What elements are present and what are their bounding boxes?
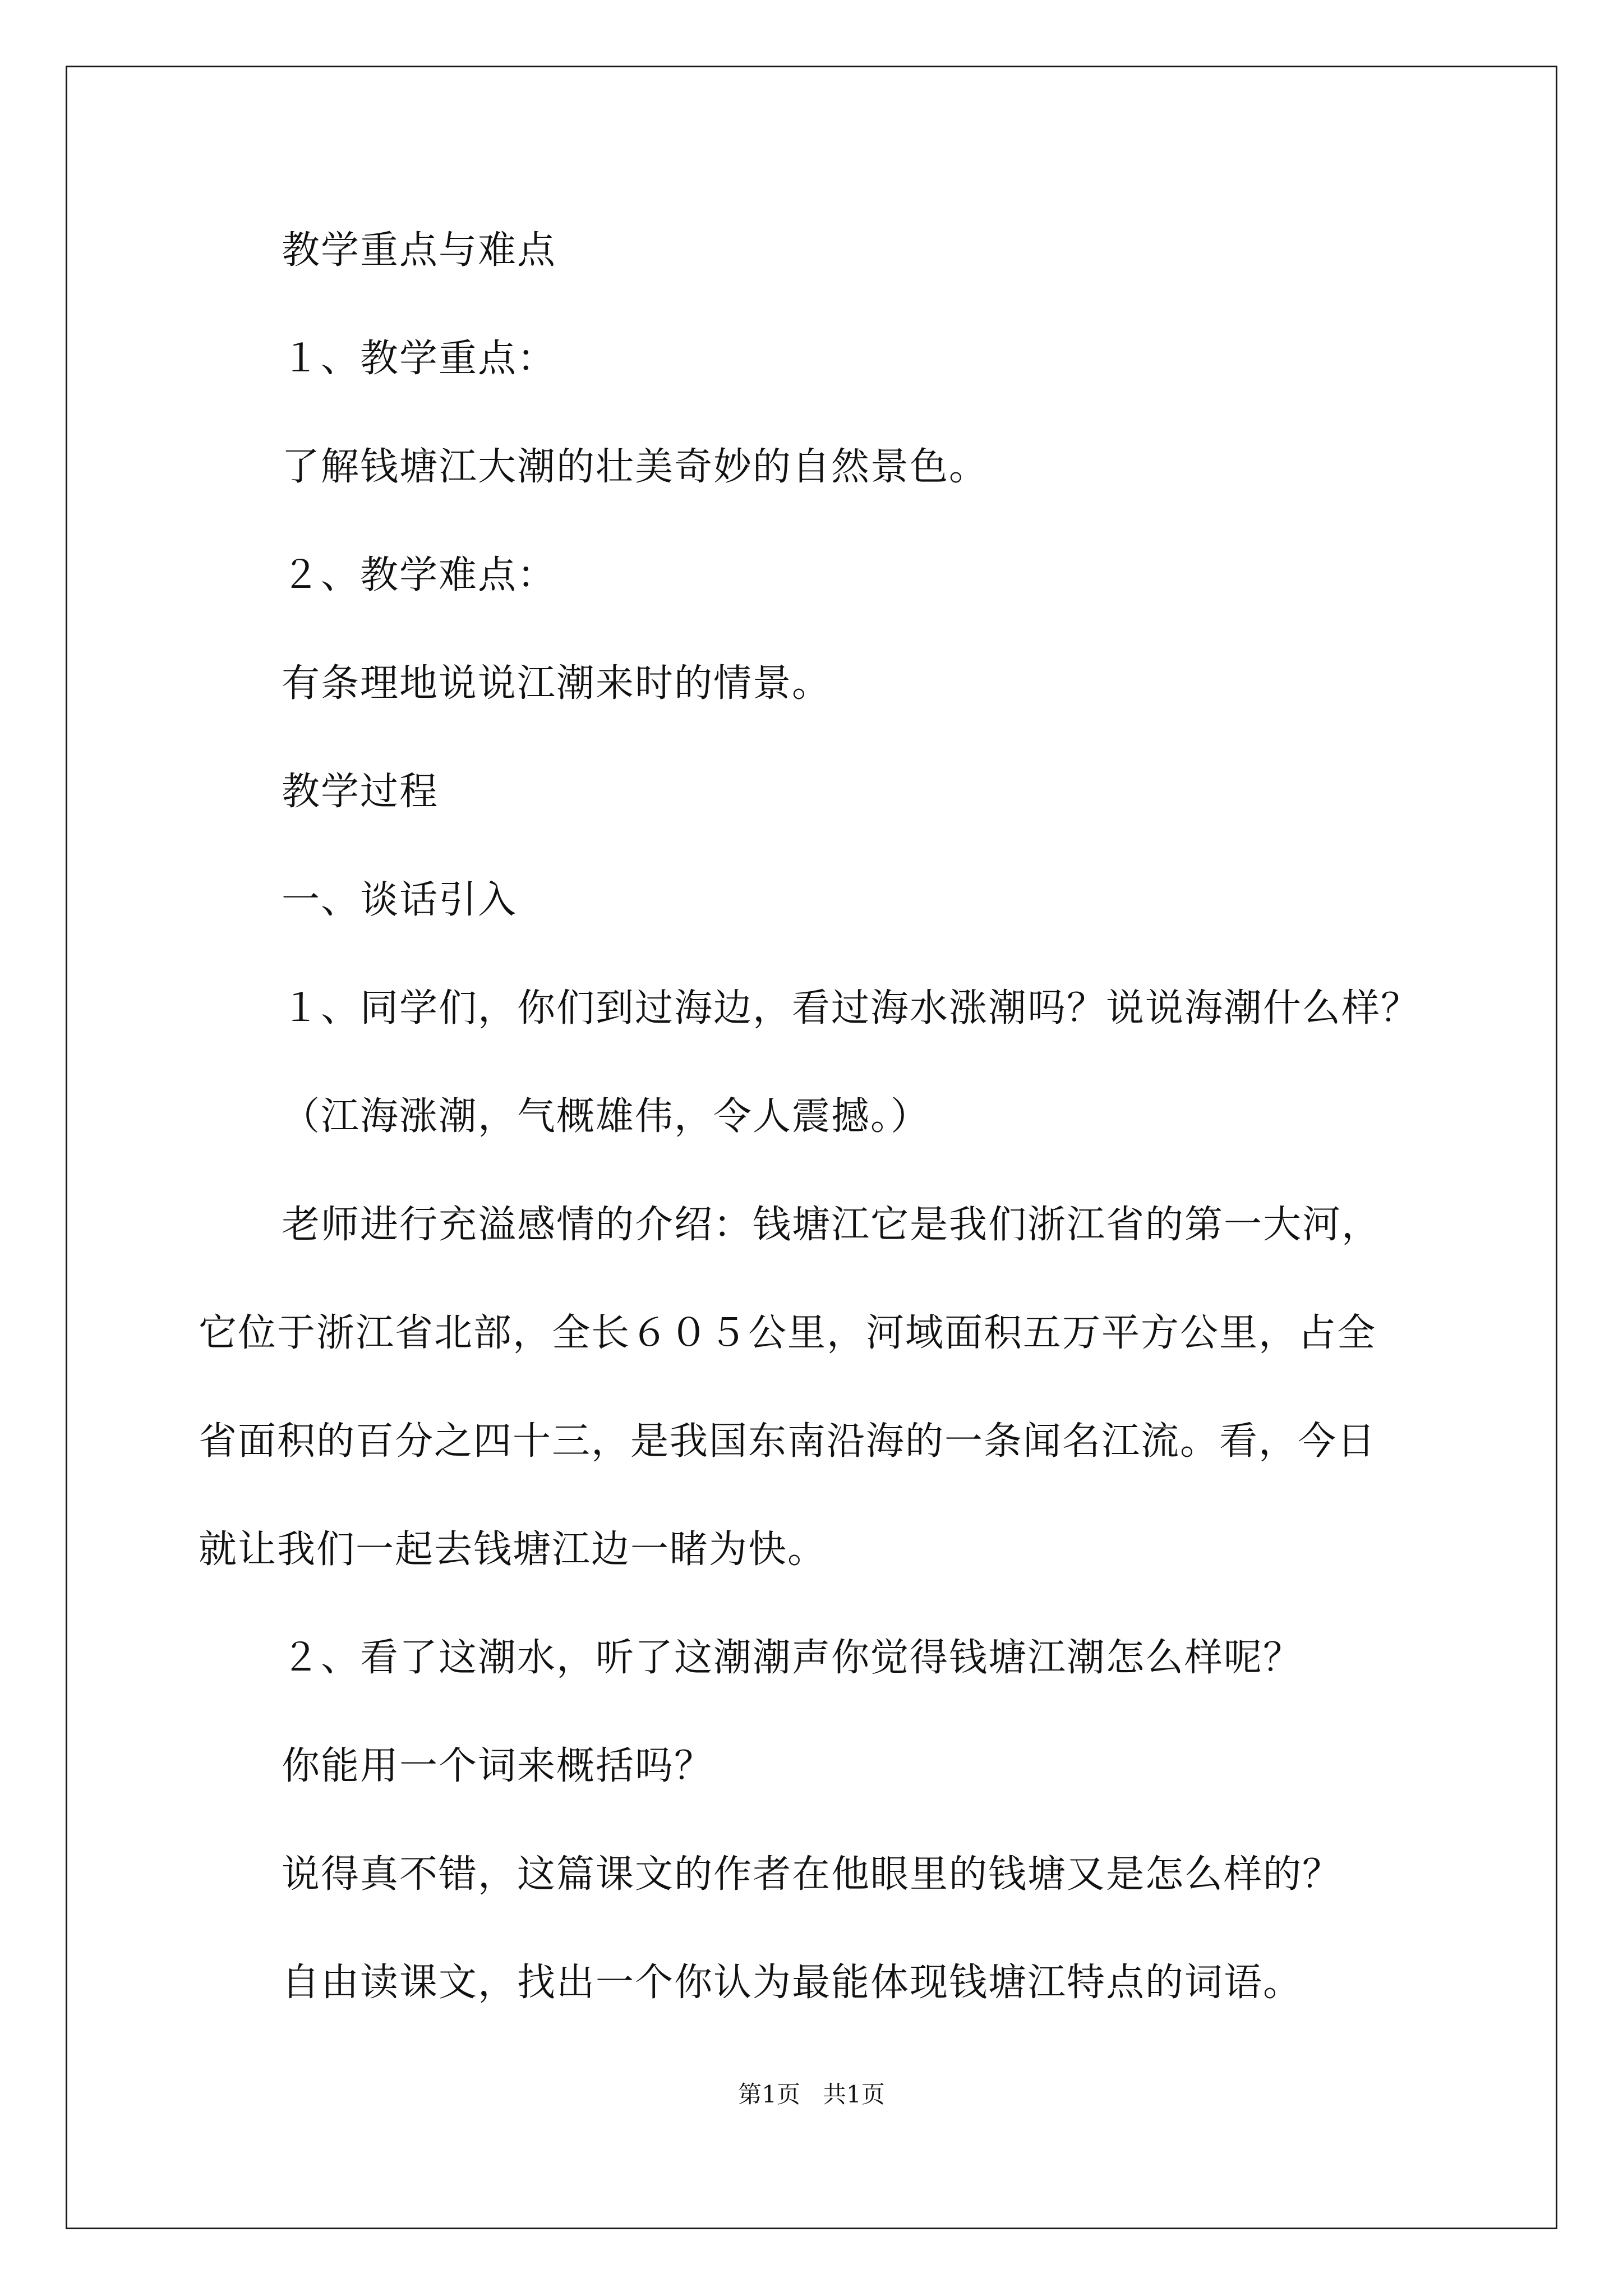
paragraph-difficulty-content: 有条理地说说江潮来时的情景。 (282, 661, 832, 706)
paragraph-teacher-intro-line-4: 就让我们一起去钱塘江边一睹为快。 (199, 1527, 827, 1572)
paragraph-question-1: １、同学们，你们到过海边，看过海水涨潮吗？说说海潮什么样？ (282, 986, 1421, 1030)
paragraph-instruction: 自由读课文，找出一个你认为最能体现钱塘江特点的词语。 (282, 1961, 1303, 2005)
paragraph-answer-1: （江海涨潮，气概雄伟，令人震撼。） (282, 1094, 930, 1139)
paragraph-question-4: 说得真不错，这篇课文的作者在他眼里的钱塘又是怎么样的？ (282, 1852, 1342, 1897)
subheading-teaching-focus: １、教学重点： (282, 337, 557, 381)
paragraph-teacher-intro-line-2: 它位于浙江省北部，全长６０５公里，河域面积五万平方公里，占全 (199, 1311, 1377, 1355)
section-heading-key-points: 教学重点与难点 (282, 228, 557, 273)
page-frame (66, 66, 1557, 2229)
section-heading-process: 教学过程 (282, 770, 439, 814)
paragraph-question-2: ２、看了这潮水，听了这潮潮声你觉得钱塘江潮怎么样呢？ (282, 1636, 1303, 1680)
paragraph-question-3: 你能用一个词来概括吗？ (282, 1744, 714, 1788)
subheading-introduction: 一、谈话引入 (282, 878, 518, 922)
paragraph-teacher-intro-line-1: 老师进行充溢感情的介绍：钱塘江它是我们浙江省的第一大河， (282, 1203, 1381, 1247)
paragraph-focus-content: 了解钱塘江大潮的壮美奇妙的自然景色。 (282, 445, 989, 489)
paragraph-teacher-intro-line-3: 省面积的百分之四十三，是我国东南沿海的一条闻名江流。看，今日 (199, 1419, 1377, 1464)
page-number-footer: 第1页 共1页 (738, 2081, 885, 2108)
subheading-teaching-difficulty: ２、教学难点： (282, 553, 557, 597)
